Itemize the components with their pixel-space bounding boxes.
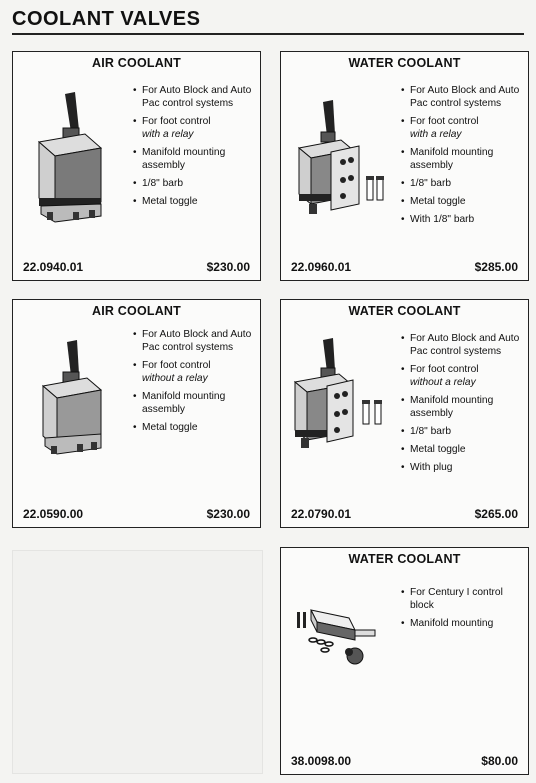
air-coolant-valve-image — [33, 336, 129, 486]
feature-item: • Manifold mounting assembly — [133, 146, 255, 172]
air-coolant-valve-image — [27, 90, 127, 250]
product-title: WATER COOLANT — [348, 56, 461, 70]
price: $230.00 — [206, 507, 250, 521]
product-card-water-coolant-relay — [280, 51, 529, 281]
product-card-water-coolant-no-relay — [280, 299, 529, 528]
product-card-air-coolant-relay — [12, 51, 261, 281]
feature-item: • Manifold mounting assembly — [401, 394, 525, 420]
feature-item: • Manifold mounting assembly — [133, 390, 255, 416]
product-title: WATER COOLANT — [348, 304, 461, 318]
feature-item: • For Auto Block and Auto Pac control systems — [401, 332, 525, 358]
part-number: 22.0960.01 — [291, 260, 352, 274]
feature-list — [133, 328, 255, 439]
feature-item: • For Century I control block — [401, 586, 525, 612]
water-coolant-valve-image — [287, 92, 395, 252]
product-card-air-coolant-no-relay — [12, 299, 261, 528]
page-title: COOLANT VALVES — [12, 8, 201, 30]
feature-item: • Manifold mounting — [401, 617, 525, 630]
feature-item: • For Auto Block and Auto Pac control systems — [401, 84, 525, 110]
price: $80.00 — [481, 754, 518, 768]
product-title: AIR COOLANT — [92, 304, 181, 318]
product-title: WATER COOLANT — [348, 552, 461, 566]
part-number: 22.0790.01 — [291, 507, 352, 521]
title-divider — [12, 33, 524, 35]
feature-item: • For foot control with a relay — [133, 115, 255, 141]
part-number: 22.0590.00 — [23, 507, 84, 521]
price: $265.00 — [474, 507, 518, 521]
part-number: 22.0940.01 — [23, 260, 84, 274]
feature-item: • With 1/8" barb — [401, 213, 525, 226]
feature-item: • 1/8" barb — [401, 425, 525, 438]
feature-item: • Manifold mounting assembly — [401, 146, 525, 172]
feature-item: • 1/8" barb — [133, 177, 255, 190]
feature-item: • For foot control without a relay — [401, 363, 525, 389]
feature-item: • For Auto Block and Auto Pac control systems — [133, 84, 255, 110]
product-title: AIR COOLANT — [92, 56, 181, 70]
feature-item: • For Auto Block and Auto Pac control systems — [133, 328, 255, 354]
show-through-panel — [12, 550, 263, 774]
feature-item: • Metal toggle — [133, 421, 255, 434]
feature-item: • For foot control with a relay — [401, 115, 525, 141]
feature-item: • Metal toggle — [401, 195, 525, 208]
price: $230.00 — [206, 260, 250, 274]
feature-item: • With plug — [401, 461, 525, 474]
part-number: 38.0098.00 — [291, 754, 352, 768]
product-card-water-coolant-century — [280, 547, 529, 775]
feature-item: • Metal toggle — [401, 443, 525, 456]
feature-list — [401, 332, 525, 479]
feature-item: • 1/8" barb — [401, 177, 525, 190]
water-coolant-valve-image — [287, 334, 395, 484]
feature-item: • For foot control without a relay — [133, 359, 255, 385]
century-coolant-valve-image — [293, 602, 393, 682]
feature-item: • Metal toggle — [133, 195, 255, 208]
feature-list — [133, 84, 255, 213]
feature-list — [401, 84, 525, 231]
price: $285.00 — [474, 260, 518, 274]
feature-list — [401, 586, 525, 635]
